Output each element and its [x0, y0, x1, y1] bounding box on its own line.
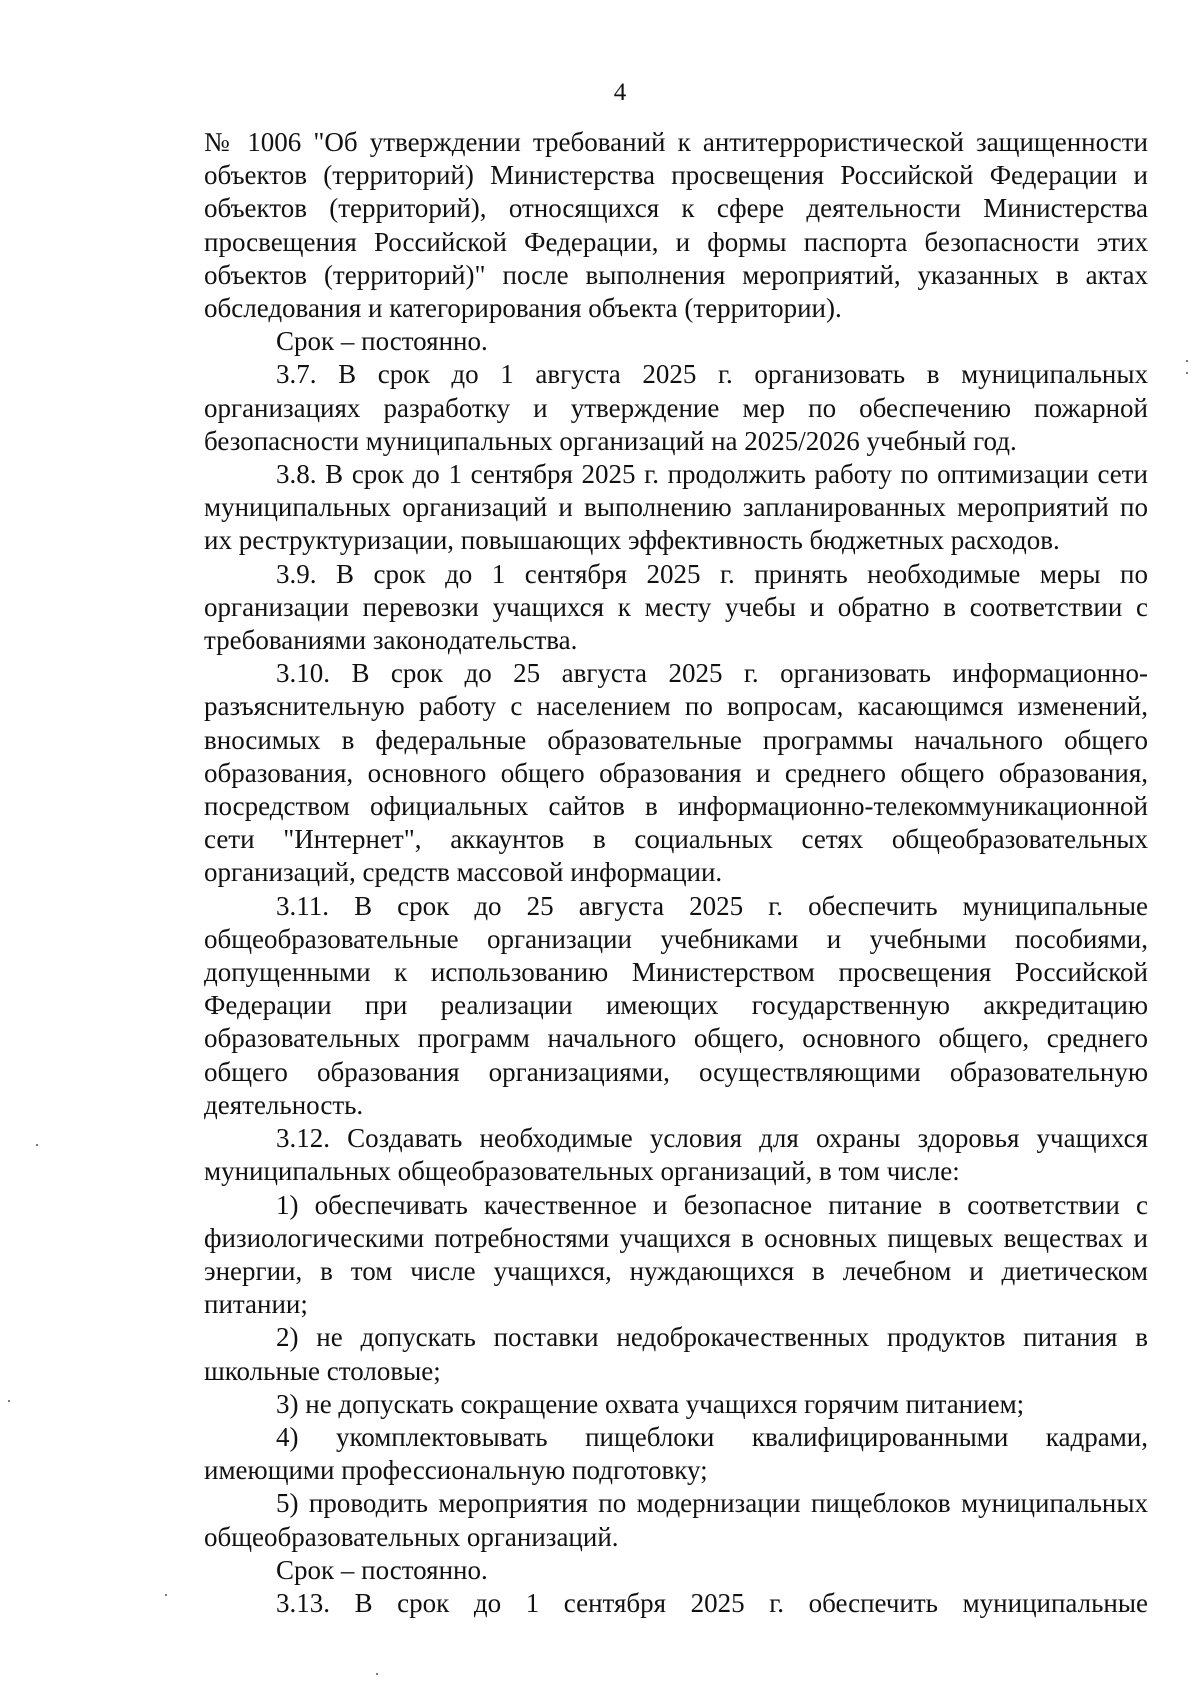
paragraph-3-12: 3.12. Создавать необходимые условия для охраны здоровья учащихся муниципальных общеобразовательных организаций, в том числе: — [204, 1123, 1148, 1187]
list-item-3: 3) не допускать сокращение охвата учащихся горячим питанием; — [276, 1388, 1025, 1419]
list-item-5: 5) проводить мероприятия по модернизации пищеблоков муниципальных общеобразовательных организаций. — [204, 1488, 1148, 1552]
scan-speck — [8, 1400, 10, 1402]
list-item-1: 1) обеспечивать качественное и безопасное питание в соответствии с физиологическими потребностями учащихся в основных пищевых веществах и энергии, в том числе учащихся, нуждающихся в лечебном и диетическом питании; — [204, 1189, 1148, 1320]
paragraph-3-10: 3.10. В срок до 25 августа 2025 г. организовать информационно-разъяснительную работу с населением по вопросам, касающимся изменений, вносимых в федеральные образовательные программы начального общего образования, основного общего образования и среднего общего образования, посредством официальных сайтов в информационно-телекоммуникационной сети "Интернет", аккаунтов в социальных сетях общеобразовательных организаций, средств массовой информации. — [204, 658, 1148, 888]
paragraph-3-7: 3.7. В срок до 1 августа 2025 г. организовать в муниципальных организациях разработку и утверждение мер по обеспечению пожарной безопасности муниципальных организаций на 2025/2026 учебный год. — [204, 359, 1148, 456]
scan-speck — [36, 1144, 38, 1146]
paragraph-3-8: 3.8. В срок до 1 сентября 2025 г. продолжить работу по оптимизации сети муниципальных организаций и выполнению запланированных мероприятий по их реструктуризации, повышающих эффективность бюджетных расходов. — [204, 459, 1148, 556]
list-item-4: 4) укомплектовывать пищеблоки квалифицированными кадрами, имеющими профессиональную подготовку; — [204, 1421, 1148, 1486]
paragraph-3-11: 3.11. В срок до 25 августа 2025 г. обеспечить муниципальные общеобразовательные организации учебниками и учебными пособиями, допущенными к использованию Министерством просвещения Российской Федерации при реализации имеющих государственную аккредитацию образовательных программ начального общего, основного общего, среднего общего образования организациями, осуществляющими образовательную деятельность. — [204, 890, 1148, 1120]
document-body — [204, 126, 1148, 1620]
scan-speck — [165, 1594, 167, 1596]
paragraph-3-13: 3.13. В срок до 1 сентября 2025 г. обеспечить муниципальные — [276, 1587, 1148, 1618]
scan-speck — [1186, 372, 1188, 374]
list-item-2: 2) не допускать поставки недоброкачественных продуктов питания в школьные столовые; — [204, 1322, 1148, 1386]
paragraph-deadline: Срок – постоянно. — [276, 326, 488, 357]
paragraph-deadline-2: Срок – постоянно. — [276, 1554, 488, 1585]
scan-speck — [376, 1673, 378, 1675]
paragraph-continuation: № 1006 "Об утверждении требований к антитеррористической защищенности объектов (территорий) Министерства просвещения Российской Федерации и объектов (территорий), относящихся к сфере деятельности Министерства просвещения Российской Федерации, и формы паспорта безопасности этих объектов (территорий)" после выполнения мероприятий, указанных в актах обследования и категорирования объекта (территории). — [204, 127, 1148, 324]
paragraph-3-9: 3.9. В срок до 1 сентября 2025 г. принять необходимые меры по организации перевозки учащихся к месту учебы и обратно в соответствии с требованиями законодательства. — [204, 558, 1148, 656]
scan-speck — [1186, 360, 1188, 362]
page-number: 4 — [613, 79, 627, 106]
